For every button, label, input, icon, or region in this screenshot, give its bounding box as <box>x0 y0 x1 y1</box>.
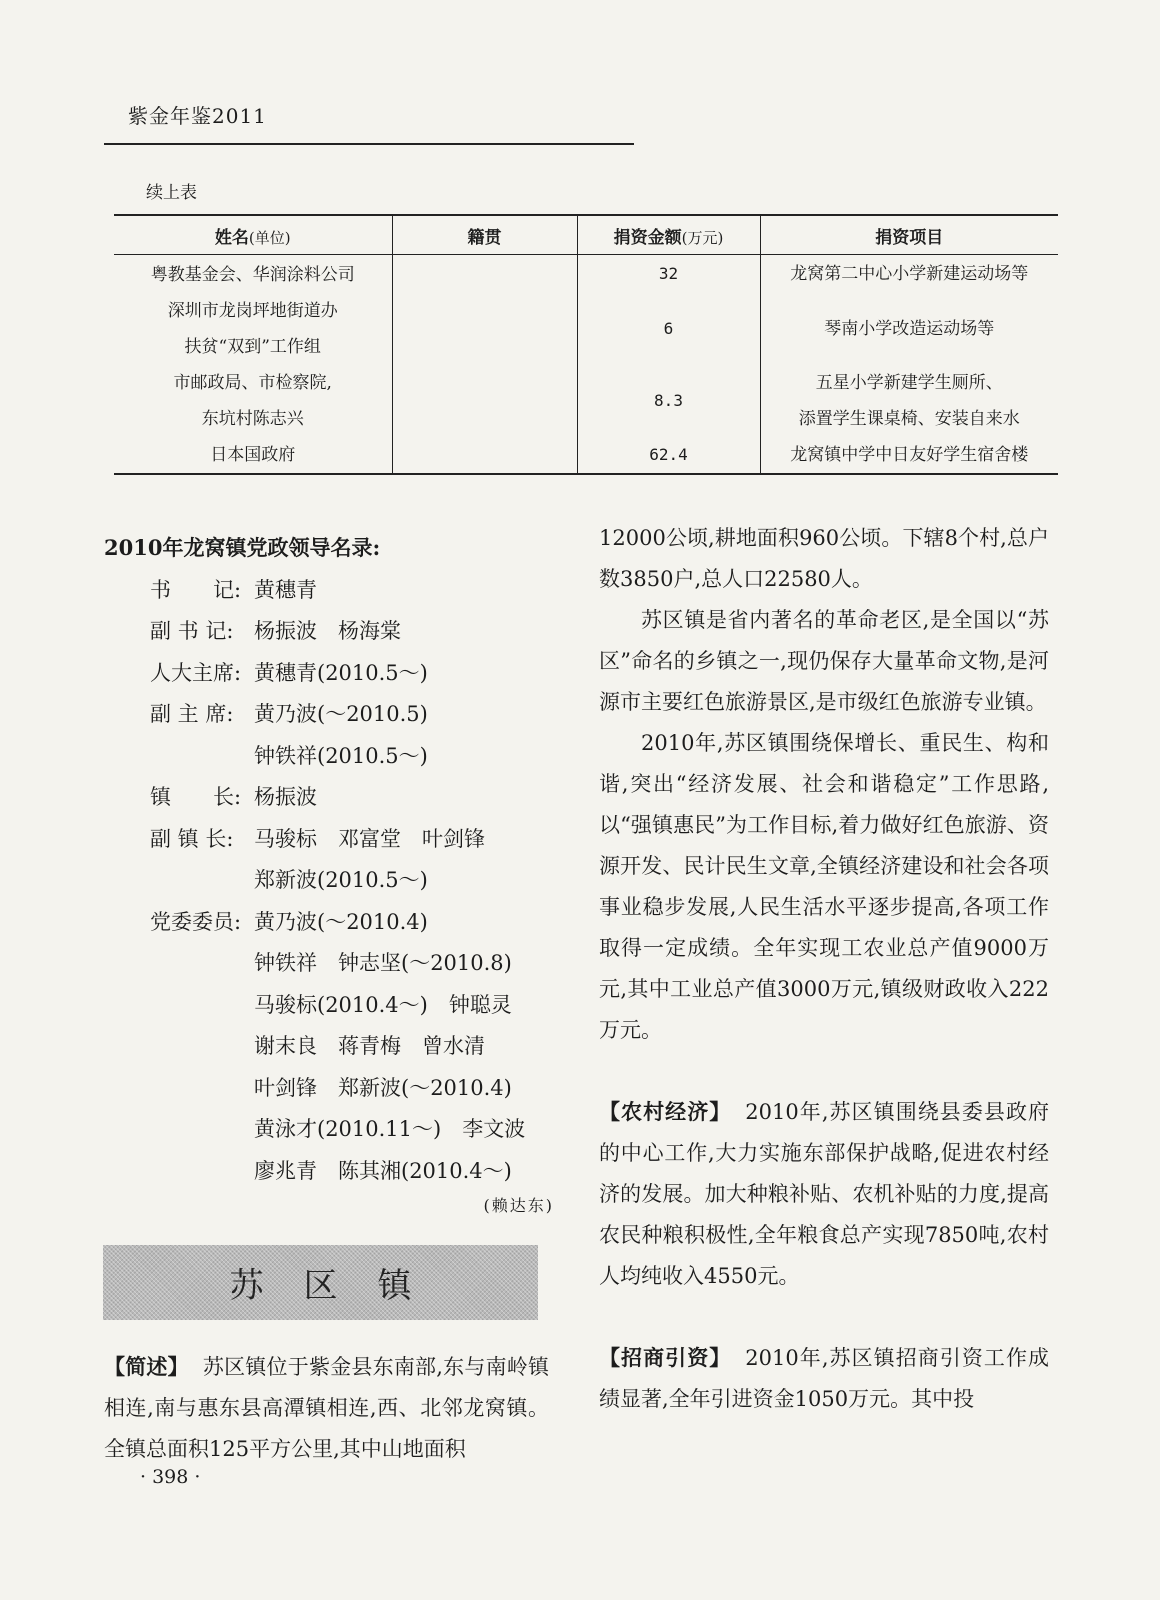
table-row <box>114 437 1058 474</box>
summary-paragraph: 2010年,苏区镇围绕保增长、重民生、构和谐,突出“经济发展、社会和谐稳定”工作思路,以“强镇惠民”为工作目标,着力做好红色旅游、资源开发、民计民生文章,全镇经济建设和社会各项事业稳步发展,人民生活水平逐步提高,各项工作取得一定成绩。全年实现工农业总产值9000万元,其中工业总产值3000万元,镇级财政收入222万元。 <box>599 731 1049 1042</box>
table-row <box>114 365 1058 437</box>
intro-tag: 【简述】 <box>104 1354 189 1379</box>
leader-row <box>104 1149 564 1191</box>
leader-row <box>104 983 564 1025</box>
section-banner <box>103 1245 538 1320</box>
leader-row <box>104 859 564 901</box>
donation-project: 龙窝第二中心小学新建运动场等 <box>790 264 1029 284</box>
table-row <box>114 255 1058 294</box>
donation-amount: 8.3 <box>577 365 760 437</box>
donation-project: 琴南小学改造运动场等 <box>824 319 995 339</box>
leader-row <box>104 817 564 859</box>
leader-list <box>104 532 564 1216</box>
intro-text: 苏区镇位于紫金县东南部,东与南岭镇相连,南与惠东县高潭镇相连,西、北邻龙窝镇。全镇总面积125平方公里,其中山地面积 <box>104 1355 549 1461</box>
intro-paragraph <box>104 1346 549 1470</box>
donation-project: 五星小学新建学生厕所、 添置学生课桌椅、安装自来水 <box>798 373 1020 429</box>
donor-name: 粤教基金会、华润涂料公司 <box>114 255 392 294</box>
intro-continued: 12000公顷,耕地面积960公顷。下辖8个村,总户数3850户,总人口22580人。 <box>599 526 1049 591</box>
donation-amount: 62.4 <box>577 437 760 474</box>
header-origin: 籍贯 <box>392 215 577 255</box>
header-project: 捐资项目 <box>760 215 1058 255</box>
investment-paragraph <box>599 1337 1049 1420</box>
leader-names: 马骏标(2010.4～) 钟聪灵 <box>254 992 512 1017</box>
leader-names: 钟铁祥 钟志坚(～2010.8) <box>254 951 512 976</box>
leader-role: 人大主席: <box>150 660 242 685</box>
leader-row <box>104 942 564 984</box>
leader-row <box>104 1025 564 1067</box>
leader-row <box>104 1108 564 1150</box>
leader-names: 杨振波 杨海棠 <box>254 619 401 644</box>
leader-names: 叶剑锋 郑新波(～2010.4) <box>254 1075 512 1100</box>
running-header: 紫金年鉴2011 <box>128 104 267 128</box>
leader-names: 黄乃波(～2010.5) <box>254 702 428 727</box>
page-number: · 398 · <box>140 1466 201 1488</box>
history-paragraph: 苏区镇是省内著名的革命老区,是全国以“苏区”命名的乡镇之一,现仍保存大量革命文物,是河源市主要红色旅游景区,是市级红色旅游专业镇。 <box>599 608 1049 714</box>
leader-names: 谢末良 蒋青梅 曾水清 <box>254 1034 485 1059</box>
leader-row <box>104 610 564 652</box>
leader-names: 黄乃波(～2010.4) <box>254 909 428 934</box>
leader-row <box>104 776 564 818</box>
donation-amount: 32 <box>577 255 760 294</box>
leader-names: 黄穗青(2010.5～) <box>254 660 428 685</box>
leader-row <box>104 900 564 942</box>
leader-row <box>104 1066 564 1108</box>
leader-role: 镇 长: <box>150 785 242 810</box>
rural-economy-text: 2010年,苏区镇围绕县委县政府的中心工作,大力实施东部保护战略,促进农村经济的发展。加大种粮补贴、农机补贴的力度,提高农民种粮积极性,全年粮食总产实现7850吨,农村人均纯收入4550元。 <box>599 1100 1049 1288</box>
leader-names: 黄穗青 <box>254 577 317 602</box>
donor-name: 市邮政局、市检察院, 东坑村陈志兴 <box>114 365 392 437</box>
table-continued-label: 续上表 <box>146 183 197 203</box>
section-title: 苏区镇 <box>229 1266 452 1306</box>
rural-economy-paragraph <box>599 1091 1049 1297</box>
donor-origin <box>392 365 577 437</box>
leader-role: 副 主 席: <box>150 702 234 727</box>
author-signature: (赖达东) <box>483 1195 554 1215</box>
donation-amount: 6 <box>577 293 760 365</box>
leader-names: 杨振波 <box>254 785 317 810</box>
leader-names: 马骏标 邓富堂 叶剑锋 <box>254 826 485 851</box>
right-column <box>599 518 1049 1420</box>
header-rule <box>104 143 634 145</box>
leader-row <box>104 568 564 610</box>
leader-row <box>104 693 564 735</box>
investment-tag: 【招商引资】 <box>599 1345 732 1370</box>
leader-names: 黄泳才(2010.11～) 李文波 <box>254 1117 526 1142</box>
donor-origin <box>392 437 577 474</box>
leader-role: 党委委员: <box>150 909 242 934</box>
donor-name: 日本国政府 <box>114 437 392 474</box>
leader-list-title: 2010年龙窝镇党政领导名录: <box>104 535 381 560</box>
table-row <box>114 293 1058 365</box>
leader-row <box>104 734 564 776</box>
leader-names: 钟铁祥(2010.5～) <box>254 743 428 768</box>
donation-project: 龙窝镇中学中日友好学生宿舍楼 <box>790 445 1029 465</box>
leader-names: 廖兆青 陈其湘(2010.4～) <box>254 1158 512 1183</box>
donor-name: 深圳市龙岗坪地街道办 扶贫“双到”工作组 <box>114 293 392 365</box>
leader-row <box>104 651 564 693</box>
donation-table <box>114 214 1058 475</box>
investment-text: 2010年,苏区镇招商引资工作成绩显著,全年引进资金1050万元。其中投 <box>599 1346 1049 1411</box>
leader-role: 书 记: <box>150 577 242 602</box>
header-name: 姓名(单位) <box>114 215 392 255</box>
table-header-row <box>114 215 1058 255</box>
leader-names: 郑新波(2010.5～) <box>254 868 428 893</box>
leader-role: 副 镇 长: <box>150 826 234 851</box>
donor-origin <box>392 255 577 294</box>
rural-economy-tag: 【农村经济】 <box>599 1099 732 1124</box>
header-amount: 捐资金额(万元) <box>577 215 760 255</box>
leader-role: 副 书 记: <box>150 619 234 644</box>
donor-origin <box>392 293 577 365</box>
